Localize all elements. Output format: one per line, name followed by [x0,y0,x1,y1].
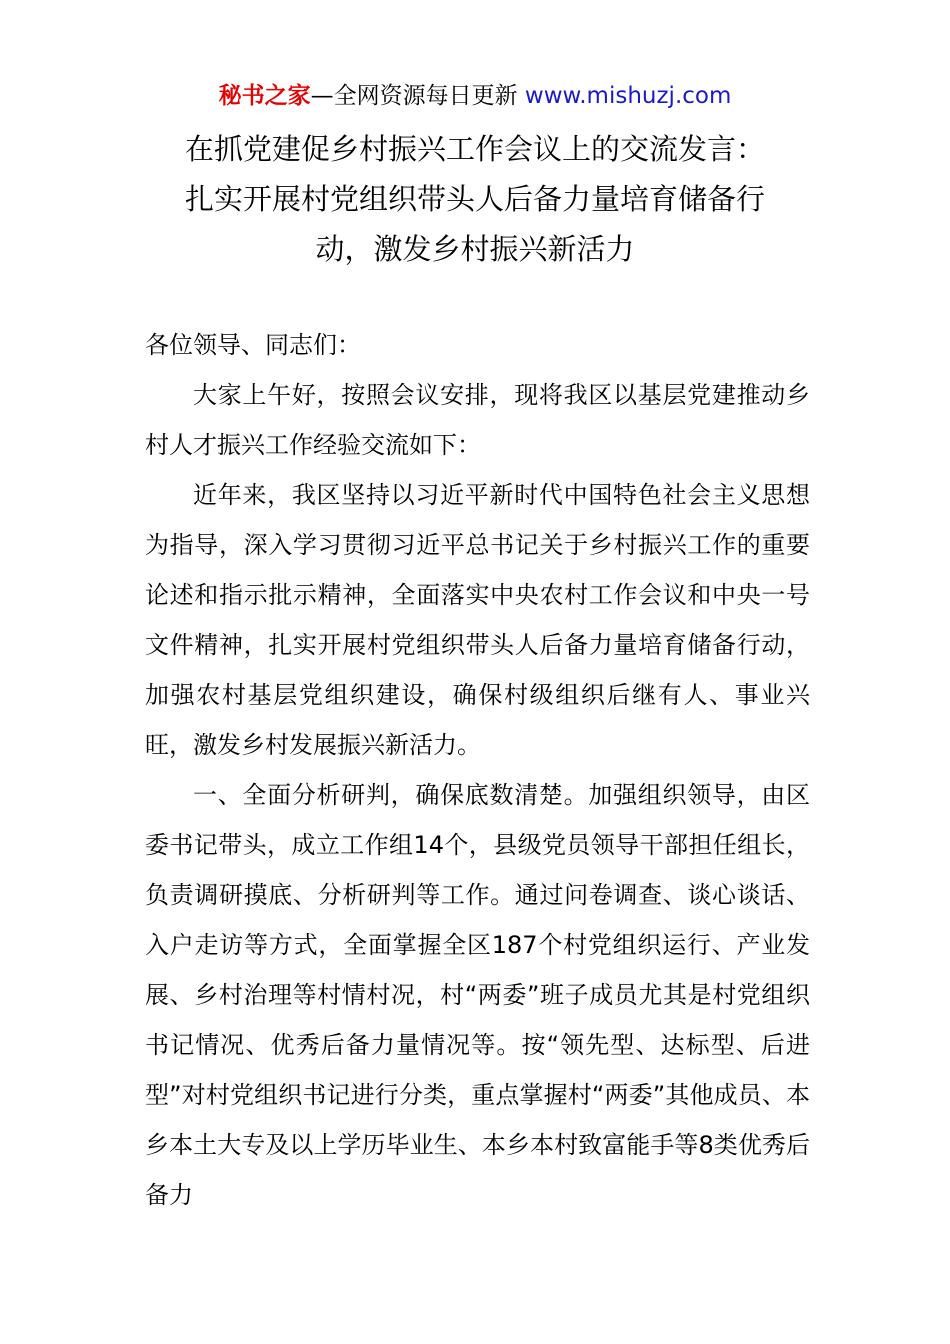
document-title [120,124,830,274]
site-header [0,80,950,112]
title-line-2: 扎实开展村党组织带头人后备力量培育储备行 [184,182,765,216]
title-line-3: 动，激发乡村振兴新活力 [315,232,635,266]
document-body [145,320,810,1220]
title-line-1: 在抓党建促乡村振兴工作会议上的交流发言： [184,132,765,166]
site-tagline: —全网资源每日更新 [310,83,518,109]
site-name: 秘书之家 [218,83,311,109]
paragraph-section-one: 一、全面分析研判，确保底数清楚。加强组织领导，由区委书记带头，成立工作组14个，县级党员领导干部担任组长，负责调研摸底、分析研判等工作。通过问卷调查、谈心谈话、入户走访等方式，全面掌握全区187个村党组织运行、产业发展、乡村治理等村情村况，村“两委”班子成员尤其是村党组织书记情况、优秀后备力量情况等。按“领先型、达标型、后进型”对村党组织书记进行分类，重点掌握村“两委”其他成员、本乡本土大专及以上学历毕业生、本乡本村致富能手等8类优秀后备力 [145,781,810,1209]
salutation: 各位领导、同志们： [145,331,361,359]
paragraph-greeting: 大家上午好，按照会议安排，现将我区以基层党建推动乡村人才振兴工作经验交流如下： [145,381,810,459]
paragraph-overview: 近年来，我区坚持以习近平新时代中国特色社会主义思想为指导，深入学习贯彻习近平总书记关于乡村振兴工作的重要论述和指示批示精神，全面落实中央农村工作会议和中央一号文件精神，扎实开展村党组织带头人后备力量培育储备行动，加强农村基层党组织建设，确保村级组织后继有人、事业兴旺，激发乡村发展振兴新活力。 [145,481,810,759]
site-url-link[interactable]: www.mishuzj.com [524,83,732,109]
